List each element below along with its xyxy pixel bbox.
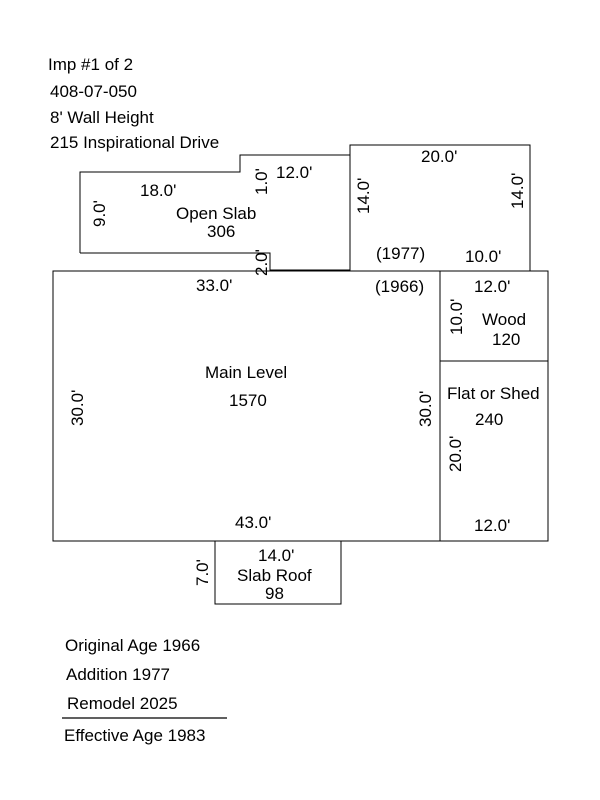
original-year: (1966)	[375, 277, 425, 296]
remodel-age: Remodel 2025	[67, 694, 178, 713]
addition-year: (1977)	[376, 244, 426, 263]
main-right-dimension: 30.0'	[416, 390, 435, 427]
shed-bottom-dimension: 12.0'	[474, 516, 511, 535]
flat-or-shed-name: Flat or Shed	[447, 384, 540, 403]
open-slab-sqft: 306	[207, 222, 236, 241]
addition-left-dimension: 14.0'	[354, 177, 373, 214]
effective-age: Effective Age 1983	[64, 726, 206, 745]
slab-roof-top-dimension: 14.0'	[258, 546, 295, 565]
shed-left-dimension: 20.0'	[446, 435, 465, 472]
original-age: Original Age 1966	[65, 636, 201, 655]
slab-roof-name: Slab Roof	[237, 566, 312, 585]
main-top-dimension: 33.0'	[196, 276, 233, 295]
open-slab-top-dimension: 18.0'	[140, 181, 177, 200]
open-slab-step-dimension: 12.0'	[276, 163, 313, 182]
property-address: 215 Inspirational Drive	[50, 133, 220, 152]
open-slab-bottom-dimension: 2.0'	[252, 249, 271, 276]
main-level-name: Main Level	[205, 363, 288, 382]
slab-roof-left-dimension: 7.0'	[193, 559, 212, 586]
wood-left-dimension: 10.0'	[447, 298, 466, 335]
addition-top-dimension: 20.0'	[421, 147, 458, 166]
open-slab-notch-dimension: 1.0'	[252, 168, 271, 195]
main-left-dimension: 30.0'	[68, 389, 87, 426]
parcel-id: 408-07-050	[50, 82, 137, 101]
addition-right-dimension: 14.0'	[508, 172, 527, 209]
wall-height: 8' Wall Height	[50, 108, 154, 127]
main-bottom-dimension: 43.0'	[235, 513, 272, 532]
flat-or-shed-sqft: 240	[475, 410, 504, 429]
wood-name: Wood	[482, 310, 527, 329]
open-slab-name: Open Slab	[176, 204, 257, 223]
open-slab-left-dimension: 9.0'	[90, 200, 109, 227]
addition-bottom-dimension: 10.0'	[465, 247, 502, 266]
addition-age: Addition 1977	[66, 665, 170, 684]
slab-roof-sqft: 98	[265, 584, 284, 603]
wood-sqft: 120	[492, 330, 521, 349]
improvement-label: Imp #1 of 2	[48, 55, 134, 74]
wood-top-dimension: 12.0'	[474, 277, 511, 296]
main-level-sqft: 1570	[229, 391, 267, 410]
